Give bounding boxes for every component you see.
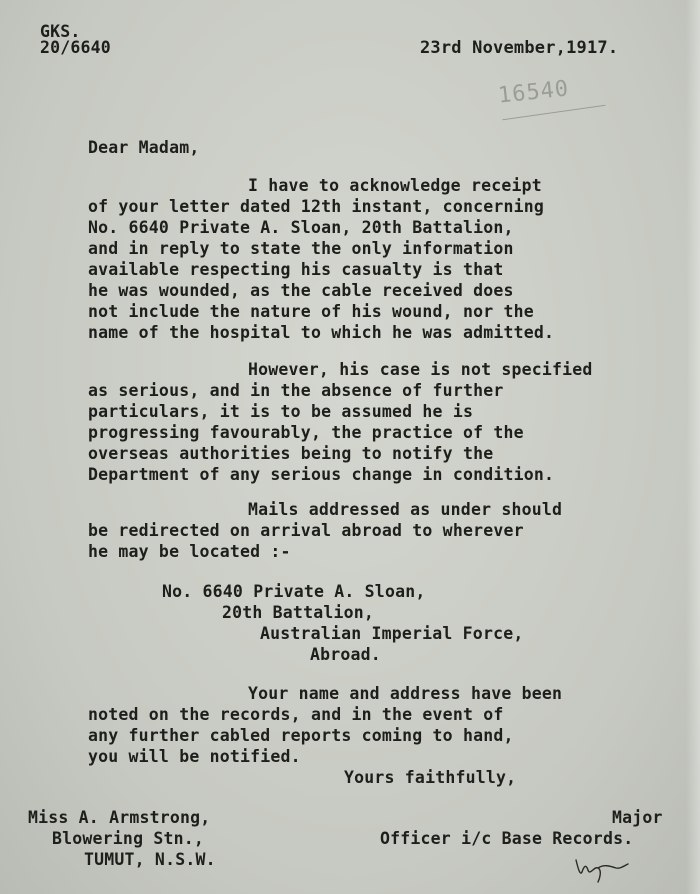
paragraph-line: Mails addressed as under should (248, 500, 563, 519)
registry-stamp-number: 16540 (496, 76, 571, 109)
paragraph-line: progressing favourably, the practice of the (88, 423, 524, 442)
address-line: No. 6640 Private A. Sloan, (162, 582, 426, 601)
paragraph-mail-instructions (88, 500, 678, 570)
reference-line-2: 20/6640 (40, 38, 111, 57)
address-line: Australian Imperial Force, (260, 624, 524, 643)
closing: Yours faithfully, (344, 768, 517, 787)
paragraph-line: any further cabled reports coming to hand, (88, 726, 514, 745)
paragraph-line: he was wounded, as the cable received does (88, 281, 514, 300)
reference-code (40, 24, 111, 56)
paragraph-line: However, his case is not specified (248, 360, 593, 379)
paragraph-line: be redirected on arrival abroad to wherever (88, 521, 524, 540)
stamp-underline (502, 105, 605, 120)
handwritten-signature (572, 852, 632, 884)
recipient-line: Blowering Stn., (52, 829, 205, 848)
paragraph-line: you will be notified. (88, 747, 301, 766)
soldier-address-block (0, 582, 700, 666)
paragraph-line: noted on the records, and in the event of (88, 705, 504, 724)
paragraph-line: of your letter dated 12th instant, concerning (88, 197, 545, 216)
paragraph-line: Your name and address have been (248, 684, 563, 703)
recipient-address (28, 808, 288, 878)
paragraph-line: I have to acknowledge receipt (248, 176, 542, 195)
reference-line-1: GKS. (40, 22, 81, 41)
salutation: Dear Madam, (88, 138, 200, 157)
paragraph-condition (88, 360, 678, 490)
paragraph-notification (88, 684, 678, 774)
paragraph-line: available respecting his casualty is that (88, 260, 504, 279)
recipient-line: Miss A. Armstrong, (28, 808, 211, 827)
signatory-rank: Major (612, 808, 663, 827)
paragraph-line: and in reply to state the only information (88, 239, 514, 258)
paragraph-line: particulars, it is to be assumed he is (88, 402, 474, 421)
paragraph-line: as serious, and in the absence of further (88, 381, 504, 400)
paragraph-acknowledgement (88, 176, 678, 346)
paragraph-line: not include the nature of his wound, nor the (88, 302, 534, 321)
signatory-title: Officer i/c Base Records. (380, 829, 634, 848)
paragraph-line: overseas authorities being to notify the (88, 444, 494, 463)
paragraph-line: name of the hospital to which he was admitted. (88, 323, 555, 342)
address-line: Abroad. (310, 645, 381, 664)
paragraph-line: Department of any serious change in condition. (88, 465, 555, 484)
paragraph-line: he may be located :- (88, 542, 291, 561)
address-line: 20th Battalion, (222, 603, 375, 622)
paragraph-line: No. 6640 Private A. Sloan, 20th Battalion, (88, 218, 514, 237)
paper-edge (686, 0, 700, 894)
letter-date: 23rd November,1917. (420, 38, 619, 58)
recipient-line: TUMUT, N.S.W. (84, 850, 216, 869)
